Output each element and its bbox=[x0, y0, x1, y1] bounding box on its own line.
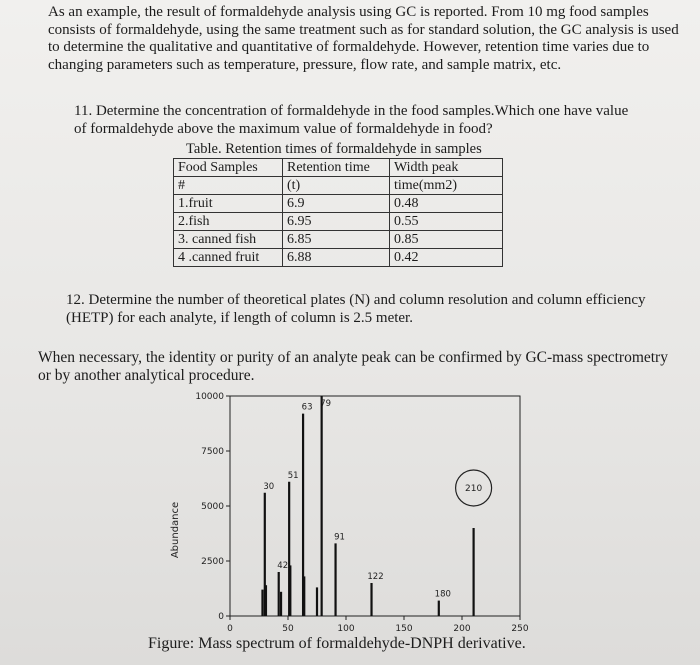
peak-label: 42 bbox=[277, 561, 289, 571]
peak-label: 79 bbox=[320, 399, 332, 409]
chart-peaks bbox=[262, 396, 473, 616]
table-cell: 0.55 bbox=[390, 213, 503, 231]
x-tick-label: 100 bbox=[337, 624, 355, 634]
table-row bbox=[174, 213, 503, 231]
question-11: 11. Determine the concentration of formaldehyde in the food samples.Which one have value of formaldehyde above the maximum value of formaldehyde in food? bbox=[74, 103, 629, 137]
table-header-cell: Retention time bbox=[283, 159, 390, 177]
peak-label: 210 bbox=[465, 484, 483, 494]
table-header-row bbox=[174, 159, 503, 177]
table-cell: 0.48 bbox=[390, 195, 503, 213]
table-cell: 1.fruit bbox=[174, 195, 283, 213]
table-header-cell: (t) bbox=[283, 177, 390, 195]
table-header-cell: # bbox=[174, 177, 283, 195]
peak-label: 122 bbox=[367, 572, 384, 582]
peak-label: 30 bbox=[263, 481, 275, 492]
x-tick-label: 200 bbox=[453, 624, 471, 634]
peak-label: 63 bbox=[301, 402, 313, 413]
y-tick-label: 10000 bbox=[195, 392, 224, 402]
y-axis-label: Abundance bbox=[170, 501, 181, 559]
table-cell: 6.85 bbox=[283, 231, 390, 249]
chart-axes bbox=[195, 392, 528, 634]
x-tick-label: 150 bbox=[395, 624, 413, 634]
table-cell: 2.fish bbox=[174, 213, 283, 231]
table-row bbox=[174, 195, 503, 213]
table-cell: 6.95 bbox=[283, 213, 390, 231]
chart-peak-labels bbox=[263, 399, 491, 600]
mass-spectrum-chart bbox=[160, 390, 540, 638]
table-row bbox=[174, 249, 503, 267]
table-header-cell: time(mm2) bbox=[390, 177, 503, 195]
y-tick-label: 5000 bbox=[201, 502, 224, 512]
peak-label: 51 bbox=[287, 470, 299, 481]
table-header-row bbox=[174, 177, 503, 195]
question-12: 12. Determine the number of theoretical plates (N) and column resolution and column efficiency (HETP) for each analyte, if length of column is 2.5 meter. bbox=[66, 292, 646, 326]
x-tick-label: 50 bbox=[282, 624, 294, 634]
table-cell: 0.85 bbox=[390, 231, 503, 249]
table-header-cell: Width peak bbox=[390, 159, 503, 177]
gc-ms-paragraph: When necessary, the identity or purity of an analyte peak can be confirmed by GC-mass spectrometry or by another analytical procedure. bbox=[38, 349, 668, 384]
figure-caption: Figure: Mass spectrum of formaldehyde-DNPH derivative. bbox=[148, 635, 526, 652]
x-tick-label: 250 bbox=[511, 624, 529, 634]
table-cell: 3. canned fish bbox=[174, 231, 283, 249]
y-tick-label: 0 bbox=[218, 612, 224, 622]
table-header-cell: Food Samples bbox=[174, 159, 283, 177]
table-row bbox=[174, 231, 503, 249]
x-tick-label: 0 bbox=[227, 624, 233, 634]
y-tick-label: 2500 bbox=[201, 557, 224, 567]
table-caption: Table. Retention times of formaldehyde in samples bbox=[186, 141, 482, 157]
retention-times-table bbox=[173, 158, 503, 267]
y-tick-label: 7500 bbox=[201, 447, 224, 457]
table-cell: 6.9 bbox=[283, 195, 390, 213]
table-cell: 4 .canned fruit bbox=[174, 249, 283, 267]
intro-paragraph: As an example, the result of formaldehyde analysis using GC is reported. From 10 mg food samples consists of formaldehyde, using the same treatment such as for standard solution, the GC analysis is used to determine the qualitative and quantitative of formaldehyde. However, retention time varies due to changing parameters such as temperature, pressure, flow rate, and sample matrix, etc. bbox=[48, 4, 679, 73]
peak-label: 91 bbox=[334, 532, 345, 543]
peak-label: 180 bbox=[434, 589, 451, 600]
table-cell: 0.42 bbox=[390, 249, 503, 267]
table-cell: 6.88 bbox=[283, 249, 390, 267]
